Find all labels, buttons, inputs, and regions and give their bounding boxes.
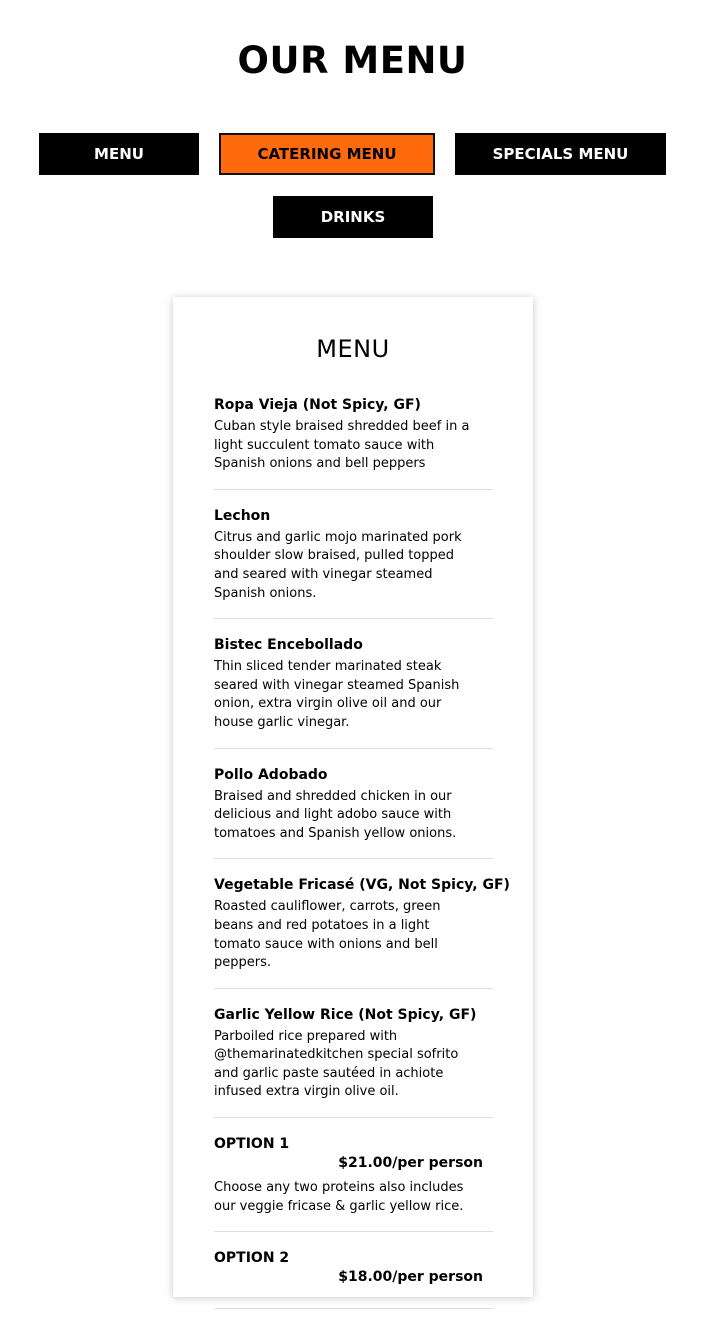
tab-catering-menu[interactable]: CATERING MENU	[219, 133, 435, 175]
menu-item-list	[214, 394, 510, 1324]
menu-item-name: Vegetable Fricasé (VG, Not Spicy, GF)	[214, 877, 510, 894]
menu-item-name: Garlic Yellow Rice (Not Spicy, GF)	[214, 1006, 477, 1023]
menu-item-name: Ropa Vieja (Not Spicy, GF)	[214, 397, 421, 413]
menu-item	[214, 1004, 493, 1118]
menu-item	[214, 634, 493, 748]
menu-option	[214, 1247, 493, 1309]
menu-option-price: $18.00/per person	[338, 1269, 483, 1286]
menu-item	[214, 764, 493, 860]
menu-option-name: OPTION 1	[214, 1136, 290, 1153]
tab-specials-menu[interactable]: SPECIALS MENU	[455, 133, 666, 175]
menu-item-description: Citrus and garlic mojo marinated pork shoulder slow braised, pulled topped and seared with vinegar steamed Spanish onions.	[214, 529, 462, 601]
menu-item-description: Thin sliced tender marinated steak seared with vinegar steamed Spanish onion, extra virgin olive oil and our house garlic vinegar.	[214, 659, 460, 730]
menu-option-price: $21.00/per person	[338, 1155, 483, 1172]
tab-menu[interactable]: MENU	[39, 133, 199, 175]
menu-card	[173, 297, 533, 1297]
page-title: OUR MENU	[237, 39, 468, 82]
menu-item-name: Lechon	[214, 507, 271, 524]
menu-item-description: Cuban style braised shredded beef in a light succulent tomato sauce with Spanish onions and bell peppers	[214, 419, 470, 472]
menu-item-description: Braised and shredded chicken in our delicious and light adobo sauce with tomatoes and Spanish yellow onions.	[214, 788, 457, 841]
menu-option-name: OPTION 2	[214, 1250, 290, 1267]
menu-card-title: MENU	[316, 335, 390, 363]
menu-option-description: Choose any two proteins also includes our veggie fricase & garlic yellow rice.	[214, 1180, 464, 1214]
tab-drinks[interactable]: DRINKS	[273, 196, 433, 238]
menu-option	[214, 1133, 493, 1232]
menu-item	[214, 505, 493, 619]
menu-item	[214, 874, 510, 988]
menu-item-description: Parboiled rice prepared with @themarinatedkitchen special sofrito and garlic paste sautéed in achiote infused extra virgin olive oil.	[214, 1028, 459, 1100]
menu-item-name: Bistec Encebollado	[214, 637, 363, 654]
menu-item-name: Pollo Adobado	[214, 766, 328, 783]
menu-item	[214, 394, 493, 490]
menu-item-description: Roasted cauliflower, carrots, green beans and red potatoes in a light tomato sauce with onions and bell peppers.	[214, 899, 441, 971]
